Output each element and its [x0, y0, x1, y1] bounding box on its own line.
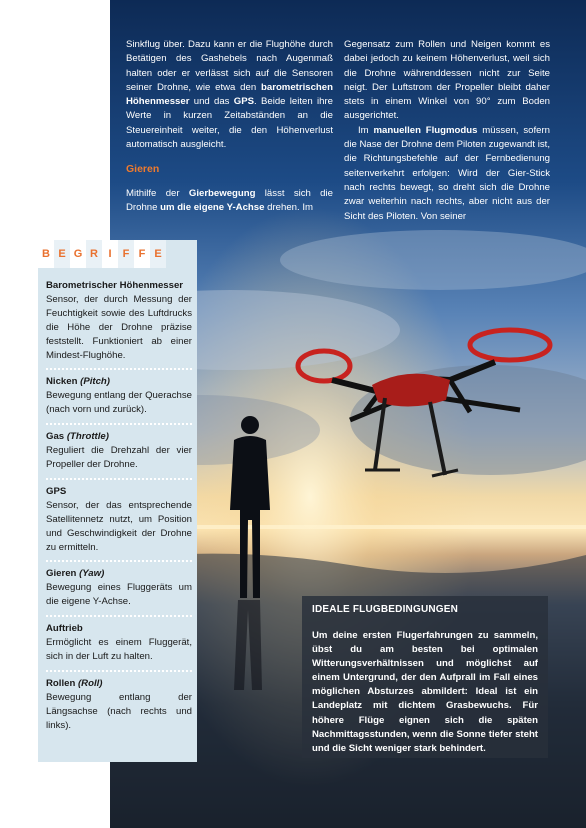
glossary-entry — [46, 619, 192, 669]
body-text: Sinkflug über. Dazu kann er die Flughöhe durch Betätigen des Gashebels nach Augenmaß halten oder er verlässt sich auf die Sensoren seiner Drohne, wie etwa den — [126, 39, 333, 93]
glossary-heading-letter: E — [54, 240, 70, 268]
article-paragraph: Gegensatz zum Rollen und Neigen kommt es dabei jedoch zu keinem Höhenverlust, weil sich die Drohne währenddessen nicht zur Seite neigt. Der Luftstrom der Propeller bleibt daher stets in einem Winkel von 90° zum Boden ausgerichtet. — [344, 39, 550, 122]
section-subheading: Gieren — [126, 163, 160, 176]
glossary-definition: Ermöglicht es einem Fluggerät, sich in der Luft zu halten. — [46, 637, 192, 662]
glossary-heading-letter: R — [86, 240, 102, 268]
emphasis-text: um die eigene Y-Achse — [160, 201, 265, 213]
body-text: drehen. Im — [264, 201, 313, 213]
glossary-term — [46, 279, 192, 293]
term-title: Gas — [46, 431, 67, 443]
glossary-heading-letter: G — [70, 240, 86, 268]
glossary-heading-letter: B — [38, 240, 54, 268]
glossary-definition: Bewegung entlang der Längsachse (nach rechts und links). — [46, 691, 192, 731]
glossary-heading — [38, 240, 166, 268]
info-box — [302, 596, 548, 758]
glossary-term — [46, 485, 192, 499]
dotted-divider — [46, 478, 192, 480]
term-english: (Throttle) — [66, 431, 109, 443]
glossary-term — [46, 677, 192, 691]
info-box-title: IDEALE FLUGBEDINGUNGEN — [312, 604, 459, 615]
article-paragraph — [126, 38, 333, 152]
article-paragraph — [344, 124, 550, 224]
glossary-entry — [46, 564, 192, 614]
glossary-heading-letter: F — [118, 240, 134, 268]
article-column-right — [344, 38, 550, 224]
emphasis-text: manuellen Flugmodus — [373, 124, 478, 136]
glossary-definition: Sensor, der das entsprechende Satellitennetz nutzt, um Position und Geschwindigkeit der Drohne zu ermitteln. — [46, 499, 192, 553]
glossary-term — [46, 375, 192, 389]
term-english: (Roll) — [77, 677, 103, 689]
glossary-term — [46, 430, 192, 444]
body-text: lässt sich die Drohne — [126, 187, 333, 213]
term-title: Auftrieb — [46, 623, 83, 635]
emphasis-text: GPS — [233, 96, 255, 108]
glossary-sidebar — [38, 240, 197, 762]
glossary-heading-letter: F — [134, 240, 150, 268]
term-title: Barometrischer Höhenmesser — [46, 280, 184, 291]
glossary-term — [46, 622, 192, 636]
body-text: Mithilfe der — [126, 187, 189, 199]
glossary-term — [46, 567, 192, 581]
emphasis-text: barometrischen Höhenmesser — [126, 81, 333, 108]
term-title: Nicken — [46, 376, 81, 388]
dotted-divider — [46, 423, 192, 425]
dotted-divider — [46, 560, 192, 562]
info-box-body: Um deine ersten Flugerfahrungen zu sammeln, übst du am besten bei optimalen Witterungsverhältnissen und möglichst auf einem Untergrund, der den Aufprall im Fall eines möglichen Absturzes abmildert: Ideal ist ein Landeplatz mit dichtem Grasbewuchs. Für höhere Flüge eignen sich die späten Nachmittagsstunden, wenn die Sonne tiefer steht und die Sicht weniger stark behindert. — [312, 630, 538, 754]
glossary-entry — [46, 482, 192, 560]
glossary-heading-letter: I — [102, 240, 118, 268]
term-title: Gieren — [46, 568, 80, 580]
glossary-definition: Bewegung eines Fluggeräts um die eigene Y-Achse. — [46, 582, 192, 608]
dotted-divider — [46, 670, 192, 672]
glossary-definition: Reguliert die Drehzahl der vier Propeller der Drohne. — [46, 445, 192, 470]
term-title: Rollen — [46, 677, 78, 689]
emphasis-text: Gierbewegung — [188, 187, 256, 199]
glossary-entry — [46, 372, 192, 422]
dotted-divider — [46, 368, 192, 370]
article-paragraph — [126, 187, 333, 216]
body-text: . Beide leiten ihre Werte in kurzen Zeitabständen an die Steuereinheit weiter, die den Höhenverlust automatisch ausgleicht. — [126, 96, 333, 151]
glossary-heading-letter: E — [150, 240, 166, 268]
body-text: und das — [189, 96, 234, 108]
article-column-left — [126, 38, 333, 215]
glossary-definition: Sensor, der durch Messung der Feuchtigkeit sowie des Luftdrucks die Höhe der Drohne präzise feststellt. Funktioniert ab einer Mindest-Flughöhe. — [46, 293, 192, 361]
dotted-divider — [46, 615, 192, 617]
glossary-definition: Bewegung entlang der Querachse (nach vorn und zurück). — [46, 390, 192, 416]
body-text: Im — [358, 124, 374, 136]
term-english: (Pitch) — [80, 376, 110, 388]
glossary-entry — [46, 276, 192, 367]
body-text: müssen, sofern die Nase der Drohne dem Piloten zugewandt ist, die Richtungsbefehle auf der Fernbedienung seitenverkehrt erfolgen: Wird der Gier-Stick nach rechts bewegt, so dreht sich die Drohne zwar weiterhin nach rechts, aber nicht aus der Sicht des Piloten. Von seiner — [344, 124, 551, 222]
glossary-list — [46, 276, 192, 737]
glossary-entry — [46, 427, 192, 477]
glossary-entry — [46, 674, 192, 738]
term-english: (Yaw) — [79, 568, 105, 580]
term-title: GPS — [46, 485, 67, 497]
